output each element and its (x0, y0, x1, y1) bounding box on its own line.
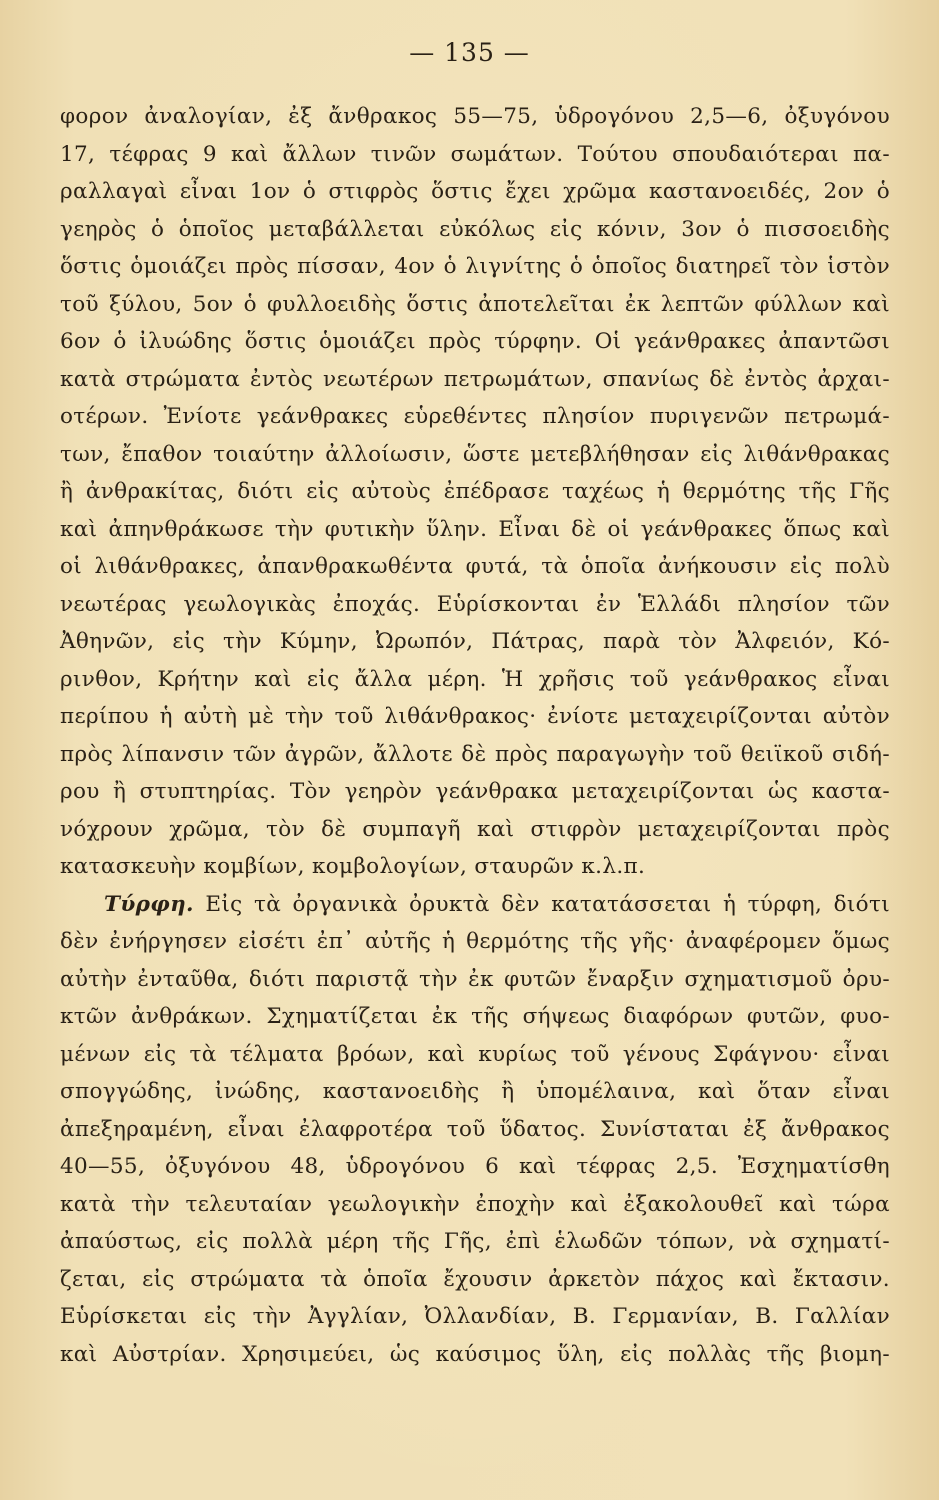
text-line: νόχρουν χρῶμα, τὸν δὲ συμπαγῆ καὶ στιφρὸν μεταχειρίζονται πρὸς (60, 816, 890, 842)
text-line: ἢ ἀνθρακίτας, διότι εἰς αὐτοὺς ἐπέδρασε ταχέως ἡ θερμότης τῆς Γῆς (60, 479, 890, 504)
text-line: κτῶν ἀνθράκων. Σχηματίζεται ἐκ τῆς σήψεως διαφόρων φυτῶν, φυο- (60, 1004, 890, 1029)
text-line: περίπου ἡ αὐτὴ μὲ τὴν τοῦ λιθάνθρακος· ἐνίοτε μεταχειρίζονται αὐτὸν (60, 704, 890, 729)
text-line (60, 886, 890, 924)
text-line: οτέρων. Ἐνίοτε γεάνθρακες εὑρεθέντες πλησίον πυριγενῶν πετρωμά- (60, 404, 890, 429)
paragraph-peat (60, 886, 890, 1374)
text-line: αὐτὴν ἐνταῦθα, διότι παριστᾷ τὴν ἐκ φυτῶν ἔναρξιν σχηματισμοῦ ὀρυ- (60, 966, 890, 992)
text-line: 17, τέφρας 9 καὶ ἄλλων τινῶν σωμάτων. Τούτου σπουδαιότεραι πα- (60, 141, 890, 167)
text-line: Εὑρίσκεται εἰς τὴν Ἀγγλίαν, Ὀλλανδίαν, Β. Γερμανίαν, Β. Γαλλίαν (60, 1304, 890, 1329)
text-line: κατὰ τὴν τελευταίαν γεωλογικὴν ἐποχὴν καὶ ἐξακολουθεῖ καὶ τώρα (60, 1191, 890, 1217)
text-line: σπογγώδης, ἰνώδης, καστανοειδὴς ἢ ὑπομέλαινα, καὶ ὅταν εἶναι (60, 1079, 890, 1104)
section-term: Τύρφη. (104, 891, 194, 917)
text-line: γεηρὸς ὁ ὁποῖος μεταβάλλεται εὐκόλως εἰς κόνιν, 3ον ὁ πισσοειδὴς (60, 216, 890, 242)
paragraph-lignite (60, 98, 890, 886)
text-line: ἀπεξηραμένη, εἶναι ἐλαφροτέρα τοῦ ὕδατος. Συνίσταται ἐξ ἄνθρακος (60, 1116, 890, 1142)
text-line: φορον ἀναλογίαν, ἐξ ἄνθρακος 55—75, ὑδρογόνου 2,5—6, ὀξυγόνου (60, 104, 890, 129)
text-line: πρὸς λίπανσιν τῶν ἀγρῶν, ἄλλοτε δὲ πρὸς παραγωγὴν τοῦ θειϊκοῦ σιδή- (60, 741, 890, 767)
text-line: 6ον ὁ ἰλυώδης ὅστις ὁμοιάζει πρὸς τύρφην. Οἱ γεάνθρακες ἀπαντῶσι (60, 329, 890, 354)
text-line: ρου ἢ στυπτηρίας. Τὸν γεηρὸν γεάνθρακα μεταχειρίζονται ὡς καστα- (60, 779, 890, 804)
text-line: κατασκευὴν κομβίων, κομβολογίων, σταυρῶν κ.λ.π. (60, 854, 646, 879)
text-line: 40—55, ὀξυγόνου 48, ὑδρογόνου 6 καὶ τέφρας 2,5. Ἐσχηματίσθη (60, 1154, 890, 1179)
text-line: ραλλαγαὶ εἶναι 1ον ὁ στιφρὸς ὅστις ἔχει χρῶμα καστανοειδές, 2ον ὁ (60, 179, 890, 204)
text-line: νεωτέρας γεωλογικὰς ἐποχάς. Εὑρίσκονται ἐν Ἑλλάδι πλησίον τῶν (60, 591, 890, 617)
text-line: Ἀθηνῶν, εἰς τὴν Κύμην, Ὠρωπόν, Πάτρας, παρὰ τὸν Ἀλφειόν, Κό- (60, 629, 890, 654)
text-line: καὶ ἀπηνθράκωσε τὴν φυτικὴν ὕλην. Εἶναι δὲ οἱ γεάνθρακες ὅπως καὶ (60, 516, 890, 542)
text-line: τοῦ ξύλου, 5ον ὁ φυλλοειδὴς ὅστις ἀποτελεῖται ἐκ λεπτῶν φύλλων καὶ (60, 291, 890, 317)
text-line: ὅστις ὁμοιάζει πρὸς πίσσαν, 4ον ὁ λιγνίτης ὁ ὁποῖος διατηρεῖ τὸν ἱστὸν (60, 254, 890, 279)
text-line: δὲν ἐνήργησεν εἰσέτι ἐπ᾽ αὐτῆς ἡ θερμότης τῆς γῆς· ἀναφέρομεν ὅμως (60, 929, 890, 954)
text-line: ρινθον, Κρήτην καὶ εἰς ἄλλα μέρη. Ἡ χρῆσις τοῦ γεάνθρακος εἶναι (60, 666, 890, 692)
text-line: κατὰ στρώματα ἐντὸς νεωτέρων πετρωμάτων, σπανίως δὲ ἐντὸς ἀρχαι- (60, 366, 890, 392)
body-text (60, 98, 890, 1373)
page-number: — 135 — (409, 38, 530, 67)
text-line-rest: Εἰς τὰ ὀργανικὰ ὀρυκτὰ δὲν κατατάσσεται ἡ τύρφη, διότι (193, 891, 890, 917)
text-line: ἀπαύστως, εἰς πολλὰ μέρη τῆς Γῆς, ἐπὶ ἑλωδῶν τόπων, νὰ σχηματί- (60, 1229, 890, 1254)
text-line: μένων εἰς τὰ τέλματα βρόων, καὶ κυρίως τοῦ γένους Σφάγνου· εἶναι (60, 1041, 890, 1067)
text-line: των, ἔπαθον τοιαύτην ἀλλοίωσιν, ὥστε μετεβλήθησαν εἰς λιθάνθρακας (60, 441, 890, 467)
text-line: οἱ λιθάνθρακες, ἀπανθρακωθέντα φυτά, τὰ ὁποῖα ἀνήκουσιν εἰς πολὺ (60, 554, 890, 579)
text-line: καὶ Αὐστρίαν. Χρησιμεύει, ὡς καύσιμος ὕλη, εἰς πολλὰς τῆς βιομη- (60, 1341, 890, 1367)
text-line: ζεται, εἰς στρώματα τὰ ὁποῖα ἔχουσιν ἀρκετὸν πάχος καὶ ἔκτασιν. (60, 1266, 890, 1292)
